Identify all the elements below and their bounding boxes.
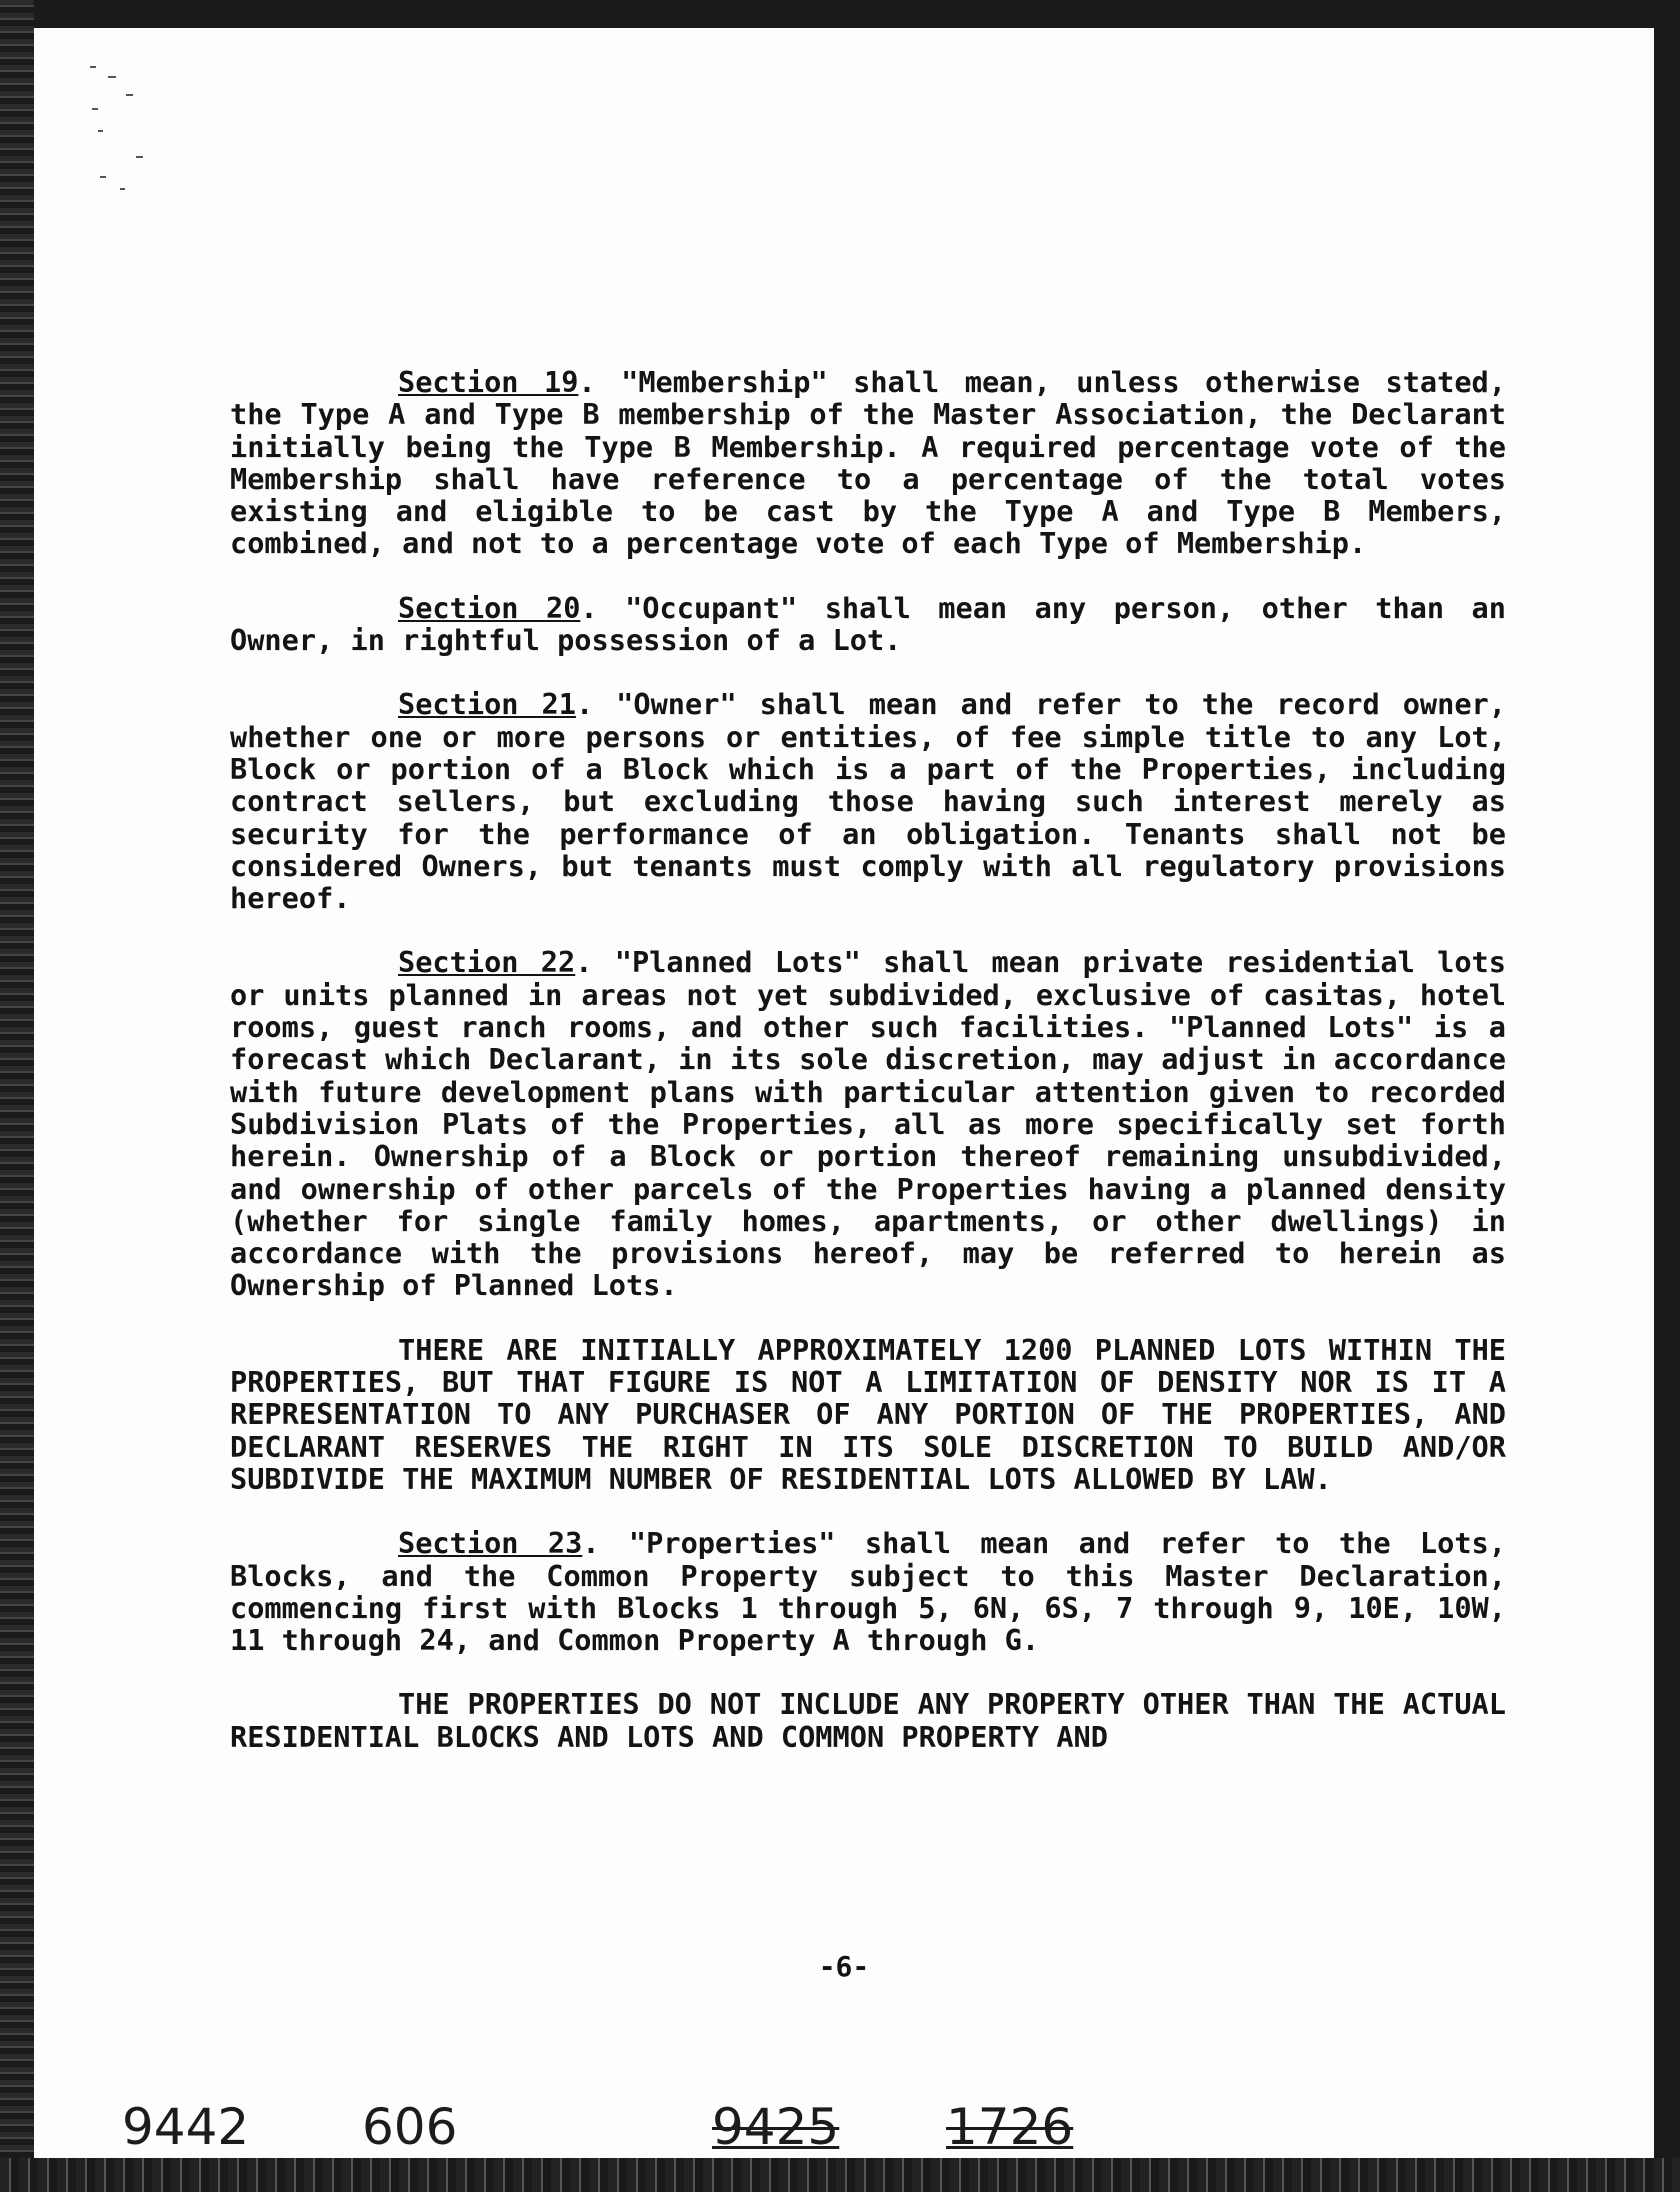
document-body [230,366,1506,1785]
section-text: . "Owner" shall mean and refer to the record owner, whether one or more persons or entities, of fee simple title to any Lot, Block or portion of a Block which is a part of the Properties, including contract sellers, but excluding those having such interest merely as security for the performance of an obligation. Tenants shall not be considered Owners, but tenants must comply with all regulatory provisions hereof. [230,687,1506,916]
handwritten-page-number: 606 [362,2098,458,2156]
section-20 [230,592,1506,657]
struck-book-number: 9425 [712,2098,840,2156]
struck-page-number: 1726 [946,2098,1074,2156]
document-page [34,28,1654,2158]
planned-lots-notice: THERE ARE INITIALLY APPROXIMATELY 1200 PLANNED LOTS WITHIN THE PROPERTIES, BUT THAT FIGURE IS NOT A LIMITATION OF DENSITY NOR IS IT A REPRESENTATION TO ANY PURCHASER OF ANY PORTION OF THE PROPERTIES, AND DECLARANT RESERVES THE RIGHT IN ITS SOLE DISCRETION TO BUILD AND/OR SUBDIVIDE THE MAXIMUM NUMBER OF RESIDENTIAL LOTS ALLOWED BY LAW. [230,1332,1506,1496]
section-19 [230,366,1506,560]
section-21 [230,688,1506,914]
section-label: Section 19 [398,365,579,399]
section-text: . "Properties" shall mean and refer to the Lots, Blocks, and the Common Property subject to this Master Declaration, commencing first with Blocks 1 through 5, 6N, 6S, 7 through 9, 10E, 10W, 11 through 24, and Common Property A through G. [230,1526,1506,1658]
section-label: Section 20 [398,590,581,625]
scan-edge-bottom [0,2158,1680,2192]
section-22 [230,946,1506,1301]
section-label: Section 22 [398,945,576,980]
page-number: -6- [818,1950,870,1983]
section-label: Section 23 [398,1526,583,1561]
section-text: . "Planned Lots" shall mean private residential lots or units planned in areas not yet subdivided, exclusive of casitas, hotel rooms, guest ranch rooms, and other such facilities. "Planned Lots" is a forecast which Declarant, in its sole discretion, may adjust in accordance with future development plans with particular attention given to recorded Subdivision Plats of the Properties, all as more specifically set forth herein. Ownership of a Block or portion thereof remaining unsubdivided, and ownership of other parcels of the Properties having a planned density (whether for single family homes, apartments, or other dwellings) in accordance with the provisions hereof, may be referred to herein as Ownership of Planned Lots. [230,945,1506,1303]
handwritten-book-number: 9442 [122,2098,250,2156]
section-23 [230,1527,1506,1656]
scan-edge-left [0,0,34,2192]
section-text: . "Occupant" shall mean any person, other than an Owner, in rightful possession of a Lot. [230,590,1506,658]
section-label: Section 21 [398,687,576,722]
section-text: . "Membership" shall mean, unless otherwise stated, the Type A and Type B membership of the Master Association, the Declarant initially being the Type B Membership. A required percentage vote of the Membership shall have reference to a percentage of the total votes existing and eligible to be cast by the Type A and Type B Members, combined, and not to a percentage vote of each Type of Membership. [230,365,1506,561]
properties-notice: THE PROPERTIES DO NOT INCLUDE ANY PROPERTY OTHER THAN THE ACTUAL RESIDENTIAL BLOCKS AND LOTS AND COMMON PROPERTY AND [230,1687,1506,1754]
